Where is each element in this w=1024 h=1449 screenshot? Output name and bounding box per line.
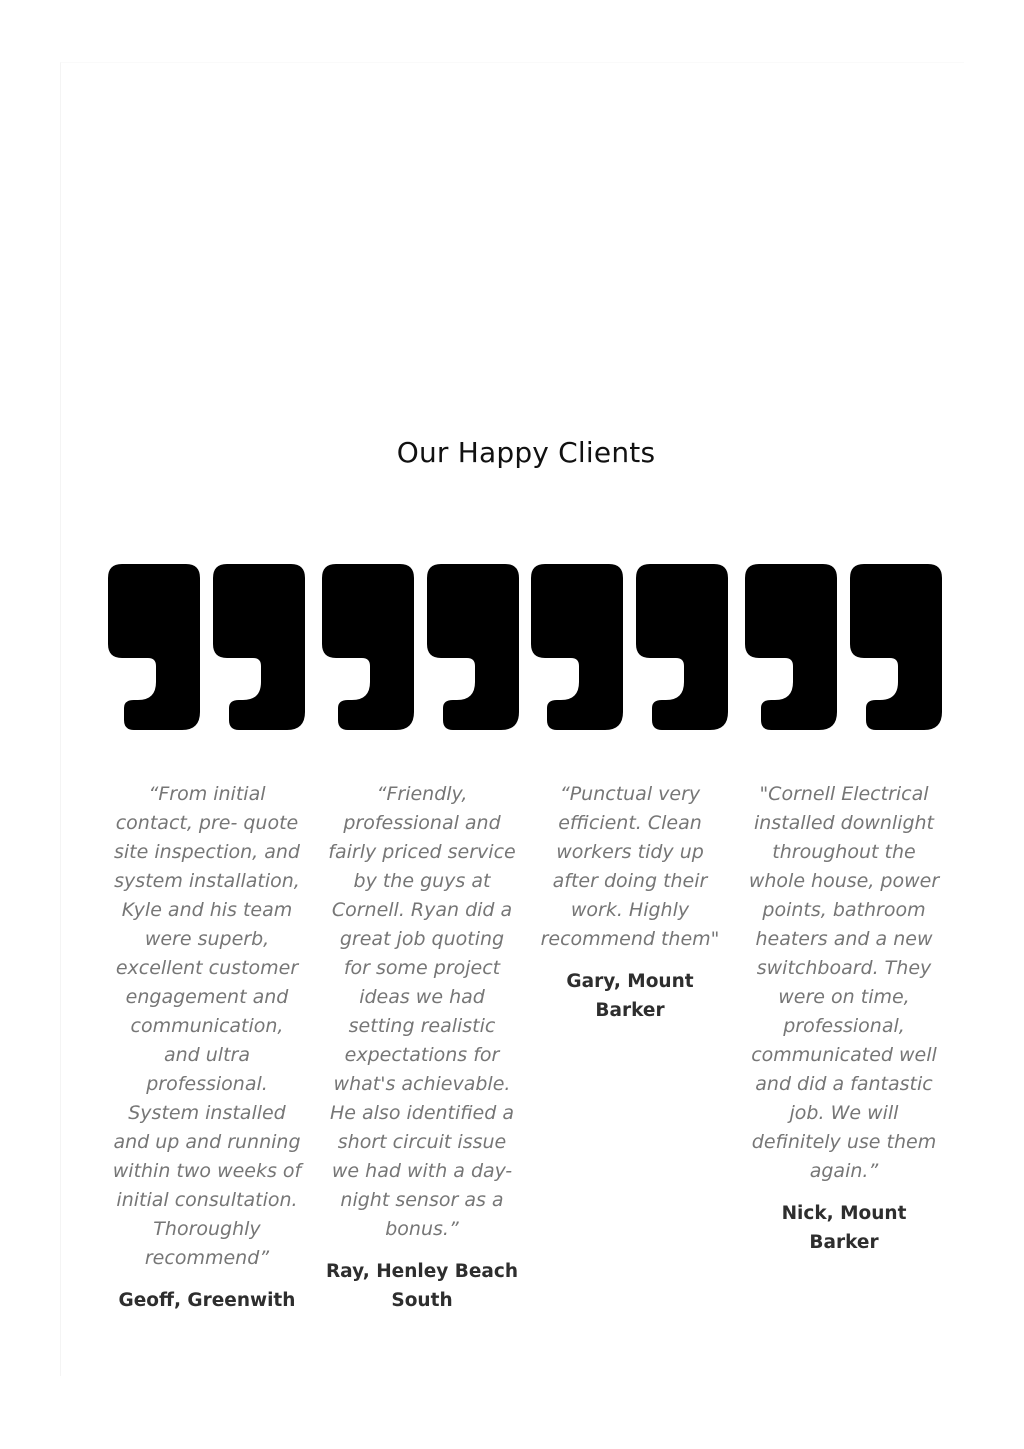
- closing-quote-mark-icon: [531, 564, 728, 730]
- closing-quote-mark-icon: [322, 564, 519, 730]
- testimonial-card: [745, 780, 943, 1257]
- quote-mark-4: [745, 564, 942, 730]
- closing-quote-mark-icon: [108, 564, 305, 730]
- section-title: Our Happy Clients: [396, 436, 656, 469]
- testimonial-card: [531, 780, 729, 1025]
- testimonial-quote: “Punctual very efficient. Clean workers tidy up after doing their work. Highly recommend them": [540, 783, 720, 950]
- testimonial-author: Ray, Henley Beach South: [325, 1261, 519, 1311]
- testimonial-author: Gary, Mount Barker: [566, 971, 694, 1021]
- quote-mark-1: [108, 564, 305, 730]
- quote-mark-3: [531, 564, 728, 730]
- quote-mark-2: [322, 564, 519, 730]
- testimonial-quote: "Cornell Electrical installed downlight throughout the whole house, power points, bathroom heaters and a new switchboard. They were on time, professional, communicated well and did a fantastic job. We will definitely use them again.”: [748, 783, 940, 1182]
- testimonial-author: Geoff, Greenwith: [118, 1290, 296, 1311]
- testimonial-card: [108, 780, 306, 1315]
- quote-marks-row: [108, 562, 944, 732]
- testimonial-card: [323, 780, 521, 1315]
- testimonial-quote: “Friendly, professional and fairly priced service by the guys at Cornell. Ryan did a great job quoting for some project ideas we had setting realistic expectations for what's achievable. He also identified a short circuit issue we had with a day- night sensor as a bonus.”: [328, 783, 516, 1240]
- testimonial-quote: “From initial contact, pre- quote site inspection, and system installation, Kyle and his team were superb, excellent customer engagement and communication, and ultra professional. System installed and up and running within two weeks of initial consultation. Thoroughly recommend”: [112, 783, 302, 1269]
- closing-quote-mark-icon: [745, 564, 942, 730]
- testimonial-author: Nick, Mount Barker: [781, 1203, 907, 1253]
